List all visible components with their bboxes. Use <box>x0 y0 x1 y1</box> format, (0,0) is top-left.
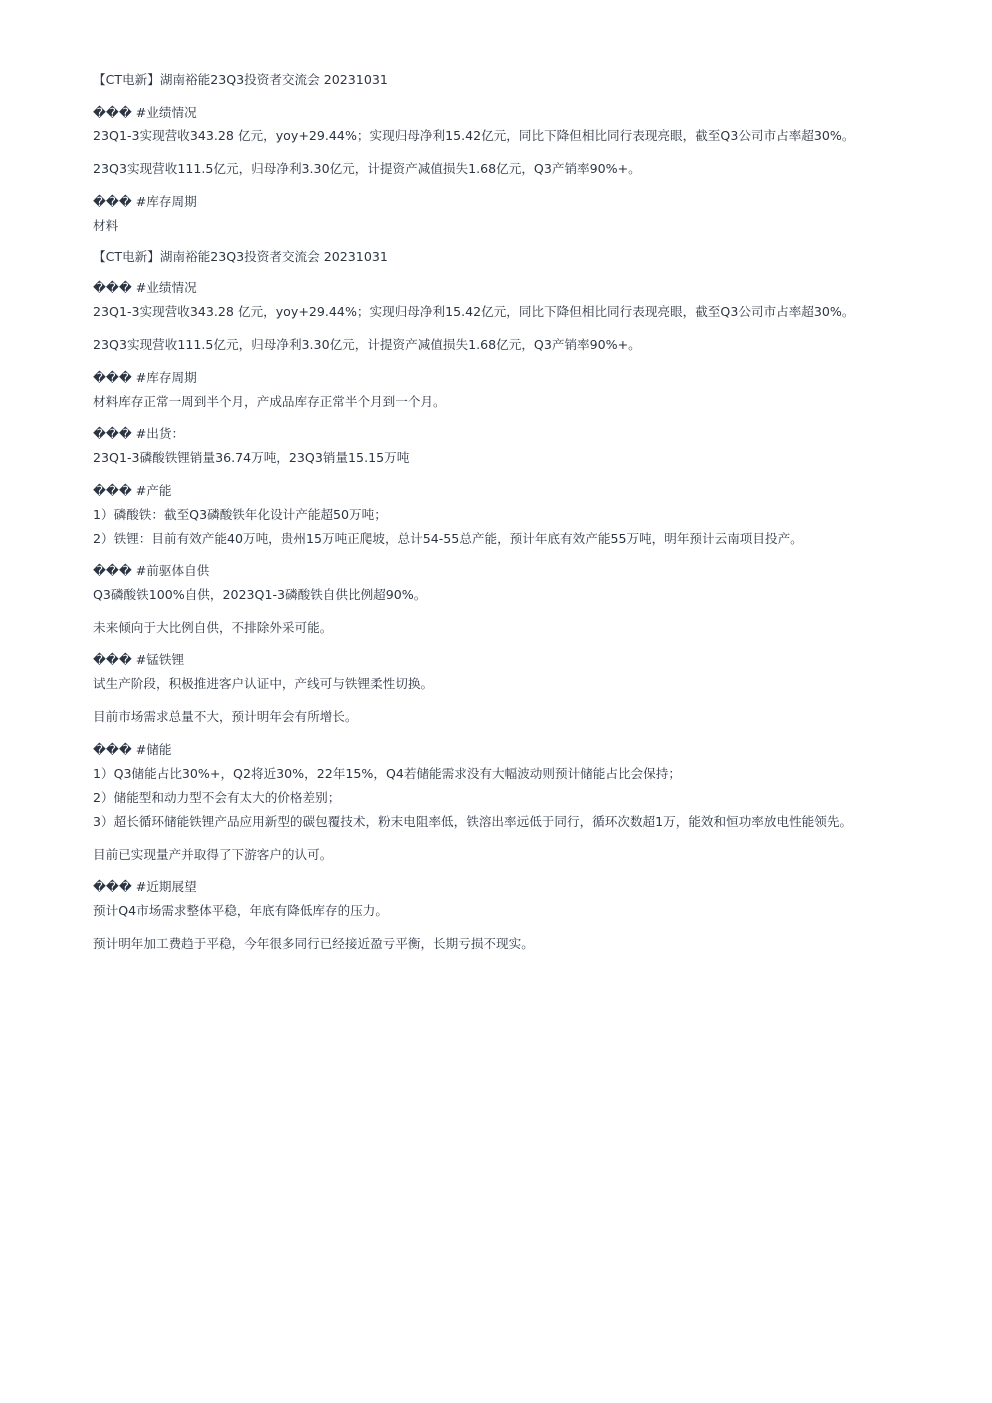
doc-title-repeat: 【CT电新】湖南裕能23Q3投资者交流会 20231031 <box>93 249 388 264</box>
section-heading: ��� #锰铁锂 <box>93 652 185 667</box>
list-item: 1）磷酸铁：截至Q3磷酸铁年化设计产能超50万吨； <box>93 507 387 522</box>
section-heading: ��� #近期展望 <box>93 879 197 894</box>
section-heading: ��� #业绩情况 <box>93 105 197 120</box>
paragraph: Q3磷酸铁100%自供，2023Q1-3磷酸铁自供比例超90%。 <box>93 587 427 602</box>
section-heading: ��� #业绩情况 <box>93 280 197 295</box>
paragraph: 23Q1-3实现营收343.28 亿元，yoy+29.44%；实现归母净利15.42亿元，同比下降但相比同行表现亮眼，截至Q3公司市占率超30%。 <box>93 304 855 319</box>
section-heading: ��� #出货： <box>93 426 185 441</box>
list-item: 2）铁锂：目前有效产能40万吨，贵州15万吨正爬坡，总计54-55总产能，预计年底有效产能55万吨，明年预计云南项目投产。 <box>93 531 803 546</box>
paragraph: 23Q3实现营收111.5亿元，归母净利3.30亿元，计提资产减值损失1.68亿元，Q3产销率90%+。 <box>93 337 641 352</box>
paragraph: 预计明年加工费趋于平稳，今年很多同行已经接近盈亏平衡，长期亏损不现实。 <box>93 936 534 951</box>
paragraph: 未来倾向于大比例自供，不排除外采可能。 <box>93 620 333 635</box>
paragraph: 材料库存正常一周到半个月，产成品库存正常半个月到一个月。 <box>93 394 446 409</box>
paragraph: 目前市场需求总量不大，预计明年会有所增长。 <box>93 709 358 724</box>
section-heading: ��� #库存周期 <box>93 370 197 385</box>
paragraph: 23Q1-3实现营收343.28 亿元，yoy+29.44%；实现归母净利15.42亿元，同比下降但相比同行表现亮眼，截至Q3公司市占率超30%。 <box>93 128 855 143</box>
list-item: 1）Q3储能占比30%+，Q2将近30%，22年15%，Q4若储能需求没有大幅波动则预计储能占比会保持； <box>93 766 681 781</box>
section-heading: ��� #产能 <box>93 483 172 498</box>
section-heading: ��� #库存周期 <box>93 194 197 209</box>
section-heading: ��� #前驱体自供 <box>93 563 210 578</box>
doc-title: 【CT电新】湖南裕能23Q3投资者交流会 20231031 <box>93 72 388 87</box>
paragraph: 23Q3实现营收111.5亿元，归母净利3.30亿元，计提资产减值损失1.68亿元，Q3产销率90%+。 <box>93 161 641 176</box>
paragraph: 材料 <box>93 218 119 233</box>
paragraph: 目前已实现量产并取得了下游客户的认可。 <box>93 847 333 862</box>
paragraph: 23Q1-3磷酸铁锂销量36.74万吨，23Q3销量15.15万吨 <box>93 450 410 465</box>
list-item: 2）储能型和动力型不会有太大的价格差别； <box>93 790 341 805</box>
section-heading: ��� #储能 <box>93 742 172 757</box>
list-item: 3）超长循环储能铁锂产品应用新型的碳包覆技术，粉末电阻率低，铁溶出率远低于同行，循环次数超1万，能效和恒功率放电性能领先。 <box>93 814 853 829</box>
paragraph: 试生产阶段，积极推进客户认证中，产线可与铁锂柔性切换。 <box>93 676 434 691</box>
paragraph: 预计Q4市场需求整体平稳，年底有降低库存的压力。 <box>93 903 388 918</box>
